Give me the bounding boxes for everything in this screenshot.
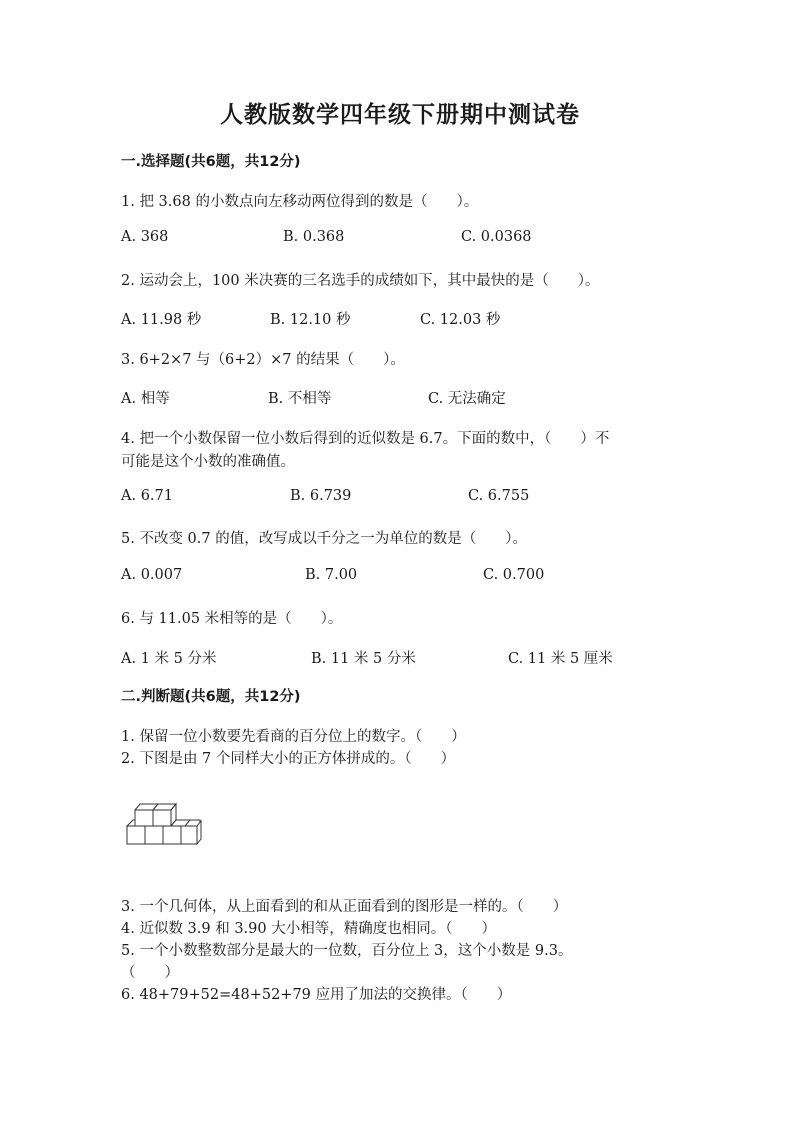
question-2-stem: 2. 运动会上，100 米决赛的三名选手的成绩如下，其中最快的是（ ）。 — [121, 273, 600, 289]
question-5-option-b: B. 7.00 — [305, 567, 358, 583]
judgment-3: 3. 一个几何体，从上面看到的和从正面看到的图形是一样的。（ ） — [121, 899, 568, 915]
page-title: 人教版数学四年级下册期中测试卷 — [220, 101, 580, 128]
cube-front-face-3 — [127, 826, 145, 844]
question-3-option-c: C. 无法确定 — [428, 391, 506, 407]
cube-front-face-6 — [181, 826, 197, 844]
question-4-option-c: C. 6.755 — [468, 488, 530, 504]
question-1-option-c: C. 0.0368 — [461, 229, 532, 245]
section-1-heading: 一.选择题(共6题，共12分) — [121, 154, 301, 170]
question-4-option-b: B. 6.739 — [290, 488, 352, 504]
question-5-stem: 5. 不改变 0.7 的值，改写成以千分之一为单位的数是（ ）。 — [121, 531, 527, 547]
judgment-4: 4. 近似数 3.9 和 3.90 大小相等，精确度也相同。（ ） — [121, 921, 496, 937]
judgment-6: 6. 48+79+52=48+52+79 应用了加法的交换律。（ ） — [121, 987, 512, 1003]
question-3-stem: 3. 6+2×7 与（6+2）×7 的结果（ ）。 — [121, 352, 405, 368]
question-6-option-a: A. 1 米 5 分米 — [121, 651, 217, 667]
question-6-option-c: C. 11 米 5 厘米 — [508, 651, 613, 667]
judgment-1: 1. 保留一位小数要先看商的百分位上的数字。（ ） — [121, 729, 466, 745]
question-1-option-b: B. 0.368 — [283, 229, 345, 245]
question-5-option-a: A. 0.007 — [121, 567, 183, 583]
question-4-stem-line-2: 可能是这个小数的准确值。 — [121, 454, 295, 470]
cube-front-face-1 — [135, 810, 153, 826]
section-2-heading: 二.判断题(共6题，共12分) — [121, 689, 301, 705]
cube-front-face-2 — [153, 810, 171, 826]
question-2-option-b: B. 12.10 秒 — [270, 312, 351, 328]
question-6-option-b: B. 11 米 5 分米 — [311, 651, 416, 667]
question-3-option-a: A. 相等 — [121, 391, 170, 407]
cube-front-face-4 — [145, 826, 163, 844]
judgment-5-line-2: （ ） — [121, 965, 179, 981]
question-1-option-a: A. 368 — [121, 229, 169, 245]
cube-side-face-6 — [197, 821, 201, 844]
question-3-option-b: B. 不相等 — [268, 391, 332, 407]
cube-top-face-3 — [127, 820, 135, 826]
question-6-stem: 6. 与 11.05 米相等的是（ ）。 — [121, 611, 343, 627]
question-4-option-a: A. 6.71 — [121, 488, 173, 504]
judgment-2: 2. 下图是由 7 个同样大小的正方体拼成的。（ ） — [121, 751, 456, 767]
question-2-option-a: A. 11.98 秒 — [121, 312, 202, 328]
question-5-option-c: C. 0.700 — [483, 567, 545, 583]
question-2-option-c: C. 12.03 秒 — [420, 312, 501, 328]
question-4-stem-line-1: 4. 把一个小数保留一位小数后得到的近似数是 6.7。下面的数中，（ ）不 — [121, 431, 610, 447]
cube-figure — [121, 800, 203, 852]
cube-front-face-5 — [163, 826, 181, 844]
judgment-5-line-1: 5. 一个小数整数部分是最大的一位数，百分位上 3，这个小数是 9.3。 — [121, 943, 573, 959]
question-1-stem: 1. 把 3.68 的小数点向左移动两位得到的数是（ ）。 — [121, 194, 479, 210]
